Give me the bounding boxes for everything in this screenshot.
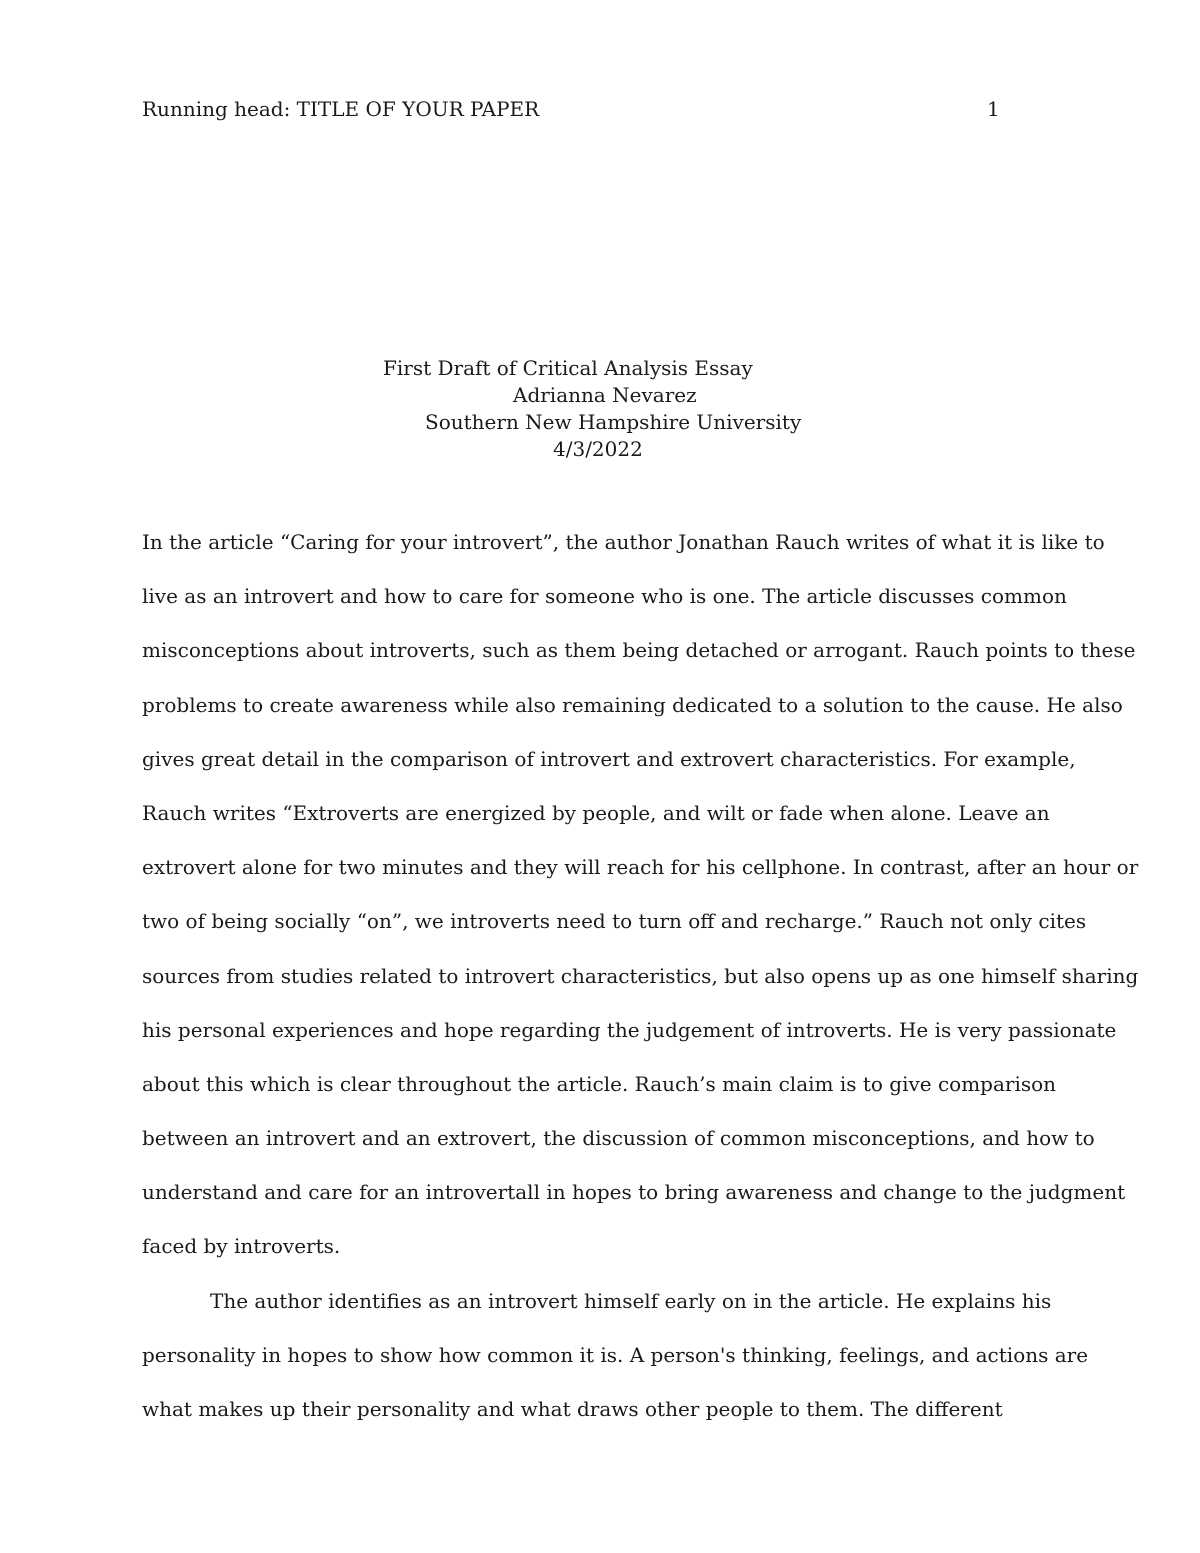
paragraph-1 [142, 515, 1139, 1274]
text-line: two of being socially “on”, we introverts need to turn off and recharge.” Rauch not only cites [142, 909, 1087, 934]
text-line: personality in hopes to show how common it is. A person's thinking, feelings, and actions are [142, 1342, 1089, 1367]
text-line: about this which is clear throughout the article. Rauch’s main claim is to give comparison [142, 1071, 1057, 1096]
text-line: understand and care for an introvertall in hopes to bring awareness and change to the judgment [142, 1180, 1126, 1205]
running-head: Running head: TITLE OF YOUR PAPER [142, 97, 540, 121]
text-line: misconceptions about introverts, such as them being detached or arrogant. Rauch points to these [142, 638, 1136, 663]
text-line: faced by introverts. [142, 1234, 341, 1259]
text-line: gives great detail in the comparison of introvert and extrovert characteristics. For example, [142, 746, 1076, 771]
author-name: Adrianna Nevarez [513, 383, 697, 407]
text-line: In the article “Caring for your introvert”, the author Jonathan Rauch writes of what it is like to [142, 530, 1105, 554]
essay-body [142, 515, 1139, 1436]
text-line: what makes up their personality and what draws other people to them. The different [142, 1397, 1003, 1421]
institution-name: Southern New Hampshire University [425, 410, 802, 434]
page-number: 1 [987, 97, 1000, 121]
paper-title: First Draft of Critical Analysis Essay [383, 356, 753, 380]
text-line: live as an introvert and how to care for someone who is one. The article discusses common [142, 584, 1067, 609]
text-line: sources from studies related to introvert characteristics, but also opens up as one himself sharing [142, 963, 1139, 988]
text-line: extrovert alone for two minutes and they will reach for his cellphone. In contrast, after an hour or [142, 855, 1139, 880]
paragraph-2 [142, 1274, 1089, 1437]
text-line: his personal experiences and hope regarding the judgement of introverts. He is very passionate [142, 1017, 1117, 1042]
text-line: problems to create awareness while also remaining dedicated to a solution to the cause. He also [142, 692, 1123, 717]
text-line: The author identifies as an introvert himself early on in the article. He explains his [210, 1288, 1052, 1313]
text-line: between an introvert and an extrovert, the discussion of common misconceptions, and how to [142, 1126, 1095, 1151]
paper-date: 4/3/2022 [553, 437, 643, 461]
text-line: Rauch writes “Extroverts are energized by people, and wilt or fade when alone. Leave an [142, 800, 1050, 825]
